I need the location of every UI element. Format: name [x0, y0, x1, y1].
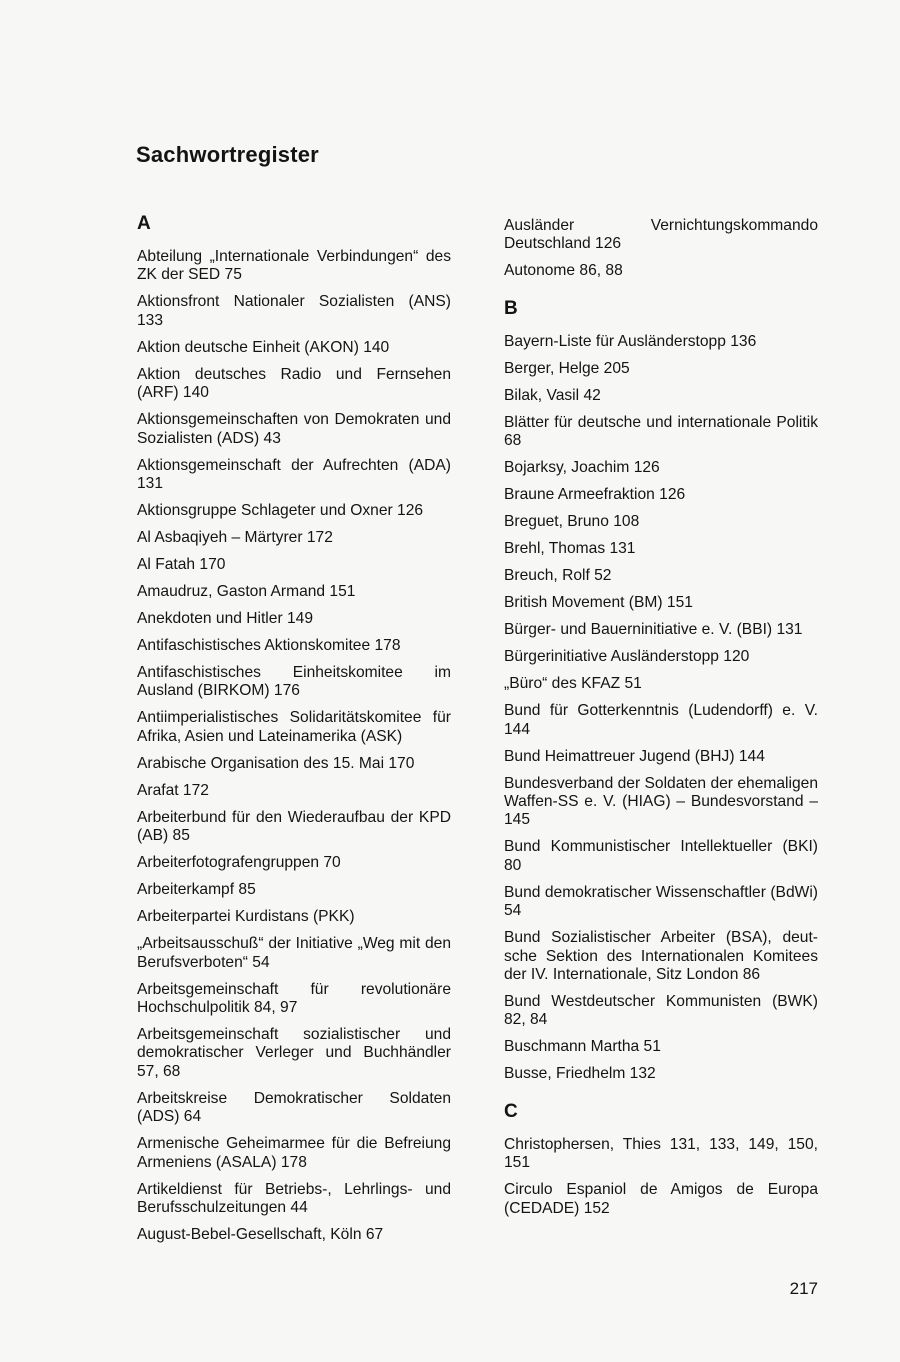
index-entry: Buschmann Martha 51: [504, 1038, 661, 1056]
index-entry: Arbeitskreise Demokratischer Soldaten (ADS) 64: [137, 1089, 451, 1126]
section-letter: A: [137, 213, 151, 234]
index-entry: Brehl, Thomas 131: [504, 540, 636, 558]
index-entry: Breguet, Bruno 108: [504, 513, 640, 531]
index-entry: Aktionsgruppe Schlageter und Oxner 126: [137, 502, 424, 520]
index-entry: Amaudruz, Gaston Armand 151: [137, 583, 356, 601]
index-entry: Antiimperialistisches Solidaritätskomitee für Afrika, Asien und Lateinamerika (ASK): [137, 709, 451, 745]
index-entry: Bojarksy, Joachim 126: [504, 459, 660, 477]
index-entry: Berger, Helge 205: [504, 359, 630, 377]
index-entry: „Arbeitsausschuß“ der Initiative „Weg mit den Berufsverboten“ 54: [137, 935, 451, 971]
index-entry: British Movement (BM) 151: [504, 594, 693, 612]
index-entry: Bund für Gotterkenntnis (Ludendorff) e. V. 144: [504, 702, 818, 738]
index-entry: Aktionsgemeinschaft der Aufrechten (ADA) 131: [137, 456, 451, 493]
index-section: [504, 1100, 818, 1218]
index-entry: Bund demokratischer Wissenschaftler (BdWi) 54: [504, 883, 818, 920]
section-letter: C: [504, 1100, 518, 1122]
index-section-continued: [504, 217, 818, 281]
index-entry: Bund Westdeutscher Kommunisten (BWK) 82, 84: [504, 993, 818, 1029]
page-number: 217: [789, 1279, 818, 1298]
index-entry: Blätter für deutsche und internationale Politik 68: [504, 413, 818, 450]
index-entry: Aktionsgemeinschaften von Demokraten und Sozialisten (ADS) 43: [137, 411, 451, 447]
index-entry: Arbeiterkampf 85: [137, 881, 256, 899]
index-entry: Aktion deutsche Einheit (AKON) 140: [137, 338, 390, 356]
index-entry: Bürger- und Bauerninitiative e. V. (BBI) 131: [504, 621, 803, 639]
index-entry: August-Bebel-Gesellschaft, Köln 67: [137, 1226, 384, 1244]
index-entry: Christophersen, Thies 131, 133, 149, 150, 151: [504, 1135, 818, 1172]
index-entry: Abteilung „Internationale Verbindungen“ des ZK der SED 75: [137, 248, 451, 284]
page-title: Sachwortregister: [136, 142, 319, 167]
index-section: [137, 212, 451, 1245]
index-entry: Anekdoten und Hitler 149: [137, 610, 313, 628]
index-entry: Bundesverband der Soldaten der ehemaligen Waffen-SS e. V. (HIAG) – Bundesvorstand – 145: [504, 774, 818, 829]
index-entry: Antifaschistisches Aktionskomitee 178: [137, 637, 401, 655]
index-entry: Autonome 86, 88: [504, 262, 623, 280]
index-entry: Bayern-Liste für Ausländerstopp 136: [504, 332, 757, 350]
index-entry: Bilak, Vasil 42: [504, 386, 601, 404]
index-entry: Arabische Organisation des 15. Mai 170: [137, 754, 415, 772]
index-section: [504, 297, 818, 1084]
index-entry: Al Asbaqiyeh – Märtyrer 172: [137, 529, 333, 547]
index-entry: Armenische Geheimarmee für die Befreiung Armeniens (ASALA) 178: [137, 1135, 451, 1171]
index-entry: Aktion deutsches Radio und Fernsehen (ARF) 140: [137, 365, 451, 402]
index-entry: „Büro“ des KFAZ 51: [504, 675, 642, 693]
index-entry: Arbeitsgemeinschaft sozialistischer und demokratischer Verleger und Buchhändler 57, 68: [137, 1026, 451, 1080]
index-entry: Al Fatah 170: [137, 556, 226, 574]
index-entry: Aktionsfront Nationaler Sozialisten (ANS) 133: [137, 293, 451, 329]
index-entry: Bund Kommunistischer Intellektueller (BKI) 80: [504, 838, 818, 874]
index-entry: Busse, Friedhelm 132: [504, 1065, 656, 1083]
index-entry: Breuch, Rolf 52: [504, 567, 612, 585]
index-entry: Braune Armeefraktion 126: [504, 486, 686, 504]
index-entry: Bürgerinitiative Ausländerstopp 120: [504, 648, 750, 666]
index-entry: Arafat 172: [137, 781, 209, 799]
index-entry: Arbeiterpartei Kurdistans (PKK): [137, 908, 355, 926]
index-entry: Circulo Espaniol de Amigos de Europa (CEDADE) 152: [504, 1181, 818, 1217]
section-letter: B: [504, 297, 518, 319]
index-column-right: [504, 217, 818, 1227]
index-entry: Artikeldienst für Betriebs-, Lehrlings- und Berufsschulzeitungen 44: [137, 1180, 451, 1217]
index-entry: Arbeiterfotografengruppen 70: [137, 854, 341, 872]
index-entry: Arbeitsgemeinschaft für revolutionäre Hochschulpolitik 84, 97: [137, 980, 451, 1017]
index-entry: Ausländer Vernichtungskommando Deutschland 126: [504, 217, 818, 253]
index-column-left: [137, 212, 451, 1253]
index-entry: Arbeiterbund für den Wiederaufbau der KPD (AB) 85: [137, 808, 451, 845]
index-entry: Antifaschistisches Einheitskomitee im Ausland (BIRKOM) 176: [137, 664, 451, 700]
index-entry: Bund Sozialistischer Arbeiter (BSA), deutsche Sektion des Internationalen Komitees der IV. Internationale, Sitz London 86: [504, 929, 818, 984]
index-entry: Bund Heimattreuer Jugend (BHJ) 144: [504, 747, 765, 765]
